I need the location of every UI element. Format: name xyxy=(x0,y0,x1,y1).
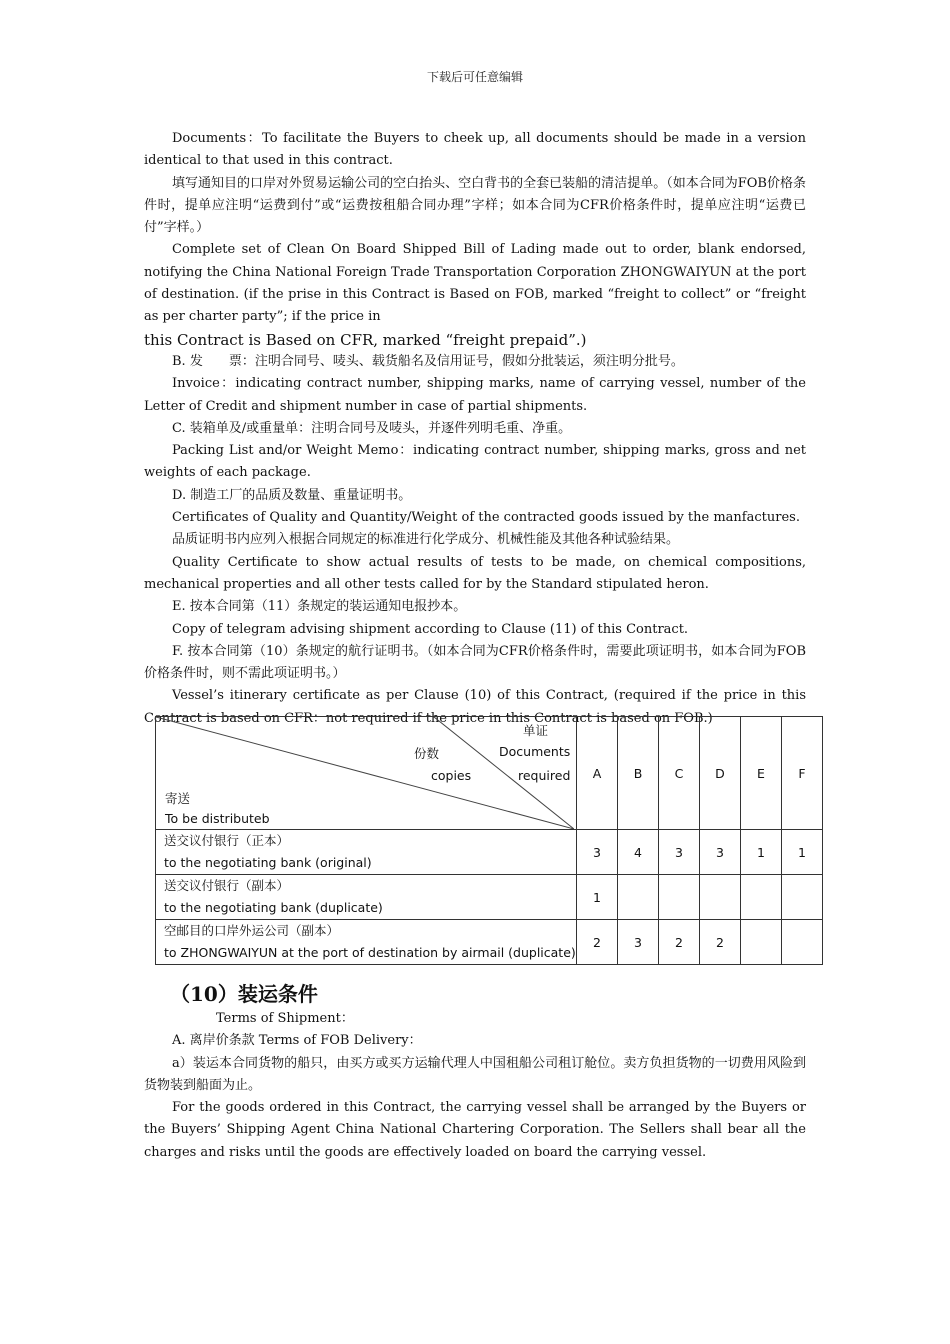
table-cell: 2 xyxy=(659,920,700,965)
paragraph-certificates-en: Certificates of Quality and Quantity/Weight of the contracted goods issued by the manfactures. xyxy=(172,510,800,526)
documents-distribution-table xyxy=(155,716,823,965)
table-cell xyxy=(741,920,782,965)
paragraph-vessel-en: For the goods ordered in this Contract, the carrying vessel shall be arranged by the Buyers or the Buyers’ Shipping Agent China National Chartering Corporation. The Sellers shall bear all the charges and risks until the goods are effectively loaded on board the carrying vessel. xyxy=(144,1100,806,1160)
row-label-cn: 送交议付银行（副本） xyxy=(164,878,290,893)
column-header-a: A xyxy=(577,717,618,830)
table-cell: 3 xyxy=(700,830,741,875)
paragraph-documents: Documents：To facilitate the Buyers to cheek up, all documents should be made in a version identical to that used in this contract. xyxy=(144,131,806,169)
corner-required-en: required xyxy=(518,768,571,783)
row-label-en: to ZHONGWAIYUN at the port of destination by airmail (duplicate) xyxy=(164,945,576,960)
row-label-en: to the negotiating bank (original) xyxy=(164,855,372,870)
terms-of-shipment-label: Terms of Shipment： xyxy=(216,1011,354,1026)
paragraph-invoice-cn: B. 发 票：注明合同号、唛头、载货船名及信用证号，假如分批装运，须注明分批号。 xyxy=(172,353,684,369)
row-label-bank-duplicate xyxy=(156,875,577,920)
table-cell xyxy=(782,920,823,965)
table-row xyxy=(156,830,823,875)
table-cell: 2 xyxy=(700,920,741,965)
column-header-c: C xyxy=(659,717,700,830)
paragraph-telegram-cn: E. 按本合同第（11）条规定的装运通知电报抄本。 xyxy=(172,599,467,615)
column-header-e: E xyxy=(741,717,782,830)
table-cell: 1 xyxy=(577,875,618,920)
table-cell xyxy=(659,875,700,920)
paragraph-itinerary-en: Vessel’s itinerary certificate as per Clause (10) of this Contract, (required if the price in this Contract is based on CFR：not required if the price in this Contract is based on FOB.) xyxy=(144,688,806,726)
row-label-cn: 送交议付银行（正本） xyxy=(164,833,290,848)
corner-distribute-en: To be distributeb xyxy=(165,811,270,826)
paragraph-packing-cn: C. 装箱单及/或重量单：注明合同号及唛头，并逐件列明毛重、净重。 xyxy=(172,420,572,436)
paragraph-bill-of-lading-en: Complete set of Clean On Board Shipped Bill of Lading made out to order, blank endorsed, notifying the China National Foreign Trade Transportation Corporation ZHONGWAIYUN at the port of destination. (if the prise in this Contract is Based on FOB, marked “freight to collect” or “freight as per charter party”; if the price in xyxy=(144,242,806,325)
table-header-row xyxy=(156,717,823,830)
row-label-en: to the negotiating bank (duplicate) xyxy=(164,900,383,915)
paragraph-certificates-cn: D. 制造工厂的品质及数量、重量证明书。 xyxy=(172,487,412,503)
table-cell: 4 xyxy=(618,830,659,875)
table-cell xyxy=(741,875,782,920)
row-label-zhongwaiyun xyxy=(156,920,577,965)
table-corner-cell xyxy=(156,717,577,830)
paragraph-packing-en: Packing List and/or Weight Memo：indicating contract number, shipping marks, gross and net weights of each package. xyxy=(144,443,806,481)
corner-copies-cn: 份数 xyxy=(414,746,440,761)
column-header-b: B xyxy=(618,717,659,830)
section-title-shipment-terms: （10）装运条件 xyxy=(170,982,318,1006)
corner-documents-cn: 单证 xyxy=(523,723,549,738)
table-cell xyxy=(782,875,823,920)
paragraph-itinerary-cn: F. 按本合同第（10）条规定的航行证明书。（如本合同为CFR价格条件时，需要此项证明书，如本合同为FOB价格条件时，则不需此项证明书。） xyxy=(144,643,806,682)
table-row xyxy=(156,920,823,965)
table-cell xyxy=(700,875,741,920)
fob-delivery-heading: A. 离岸价条款 Terms of FOB Delivery： xyxy=(172,1033,422,1049)
page-header: 下载后可任意编辑 xyxy=(426,70,523,84)
column-header-f: F xyxy=(782,717,823,830)
section-body xyxy=(144,1008,806,1164)
row-label-bank-original xyxy=(156,830,577,875)
table-cell xyxy=(618,875,659,920)
paragraph-bill-of-lading-cn: 填写通知目的口岸对外贸易运输公司的空白抬头、空白背书的全套已装船的清洁提单。（如本合同为FOB价格条件时，提单应注明“运费到付”或“运费按租船合同办理”字样；如本合同为CFR价格条件时，提单应注明“运费已付”字样。） xyxy=(144,175,806,236)
table-cell: 2 xyxy=(577,920,618,965)
paragraph-telegram-en: Copy of telegram advising shipment according to Clause (11) of this Contract. xyxy=(172,621,689,637)
table-row xyxy=(156,875,823,920)
corner-copies-en: copies xyxy=(431,768,472,783)
table-cell: 1 xyxy=(782,830,823,875)
paragraph-quality-cn: 品质证明书内应列入根据合同规定的标准进行化学成分、机械性能及其他各种试验结果。 xyxy=(172,532,680,548)
table-cell: 3 xyxy=(577,830,618,875)
paragraph-vessel-cn: a）装运本合同货物的船只，由买方或买方运输代理人中国租船公司租订舱位。卖方负担货物的一切费用风险到货物装到船面为止。 xyxy=(144,1055,806,1093)
table-cell: 3 xyxy=(618,920,659,965)
document-body xyxy=(144,128,806,730)
row-label-cn: 空邮目的口岸外运公司（副本） xyxy=(164,923,340,938)
corner-distribute-cn: 寄送 xyxy=(165,791,191,806)
column-header-d: D xyxy=(700,717,741,830)
paragraph-invoice-en: Invoice：indicating contract number, shipping marks, name of carrying vessel, number of the Letter of Credit and shipment number in case of partial shipments. xyxy=(144,376,806,414)
table-cell: 1 xyxy=(741,830,782,875)
paragraph-quality-en: Quality Certificate to show actual results of tests to be made, on chemical compositions, mechanical properties and all other tests called for by the Standard stipulated heron. xyxy=(144,554,806,592)
paragraph-bill-of-lading-en-cont: this Contract is Based on CFR, marked “freight prepaid”.) xyxy=(144,330,587,349)
corner-documents-en: Documents xyxy=(499,744,571,759)
table-cell: 3 xyxy=(659,830,700,875)
